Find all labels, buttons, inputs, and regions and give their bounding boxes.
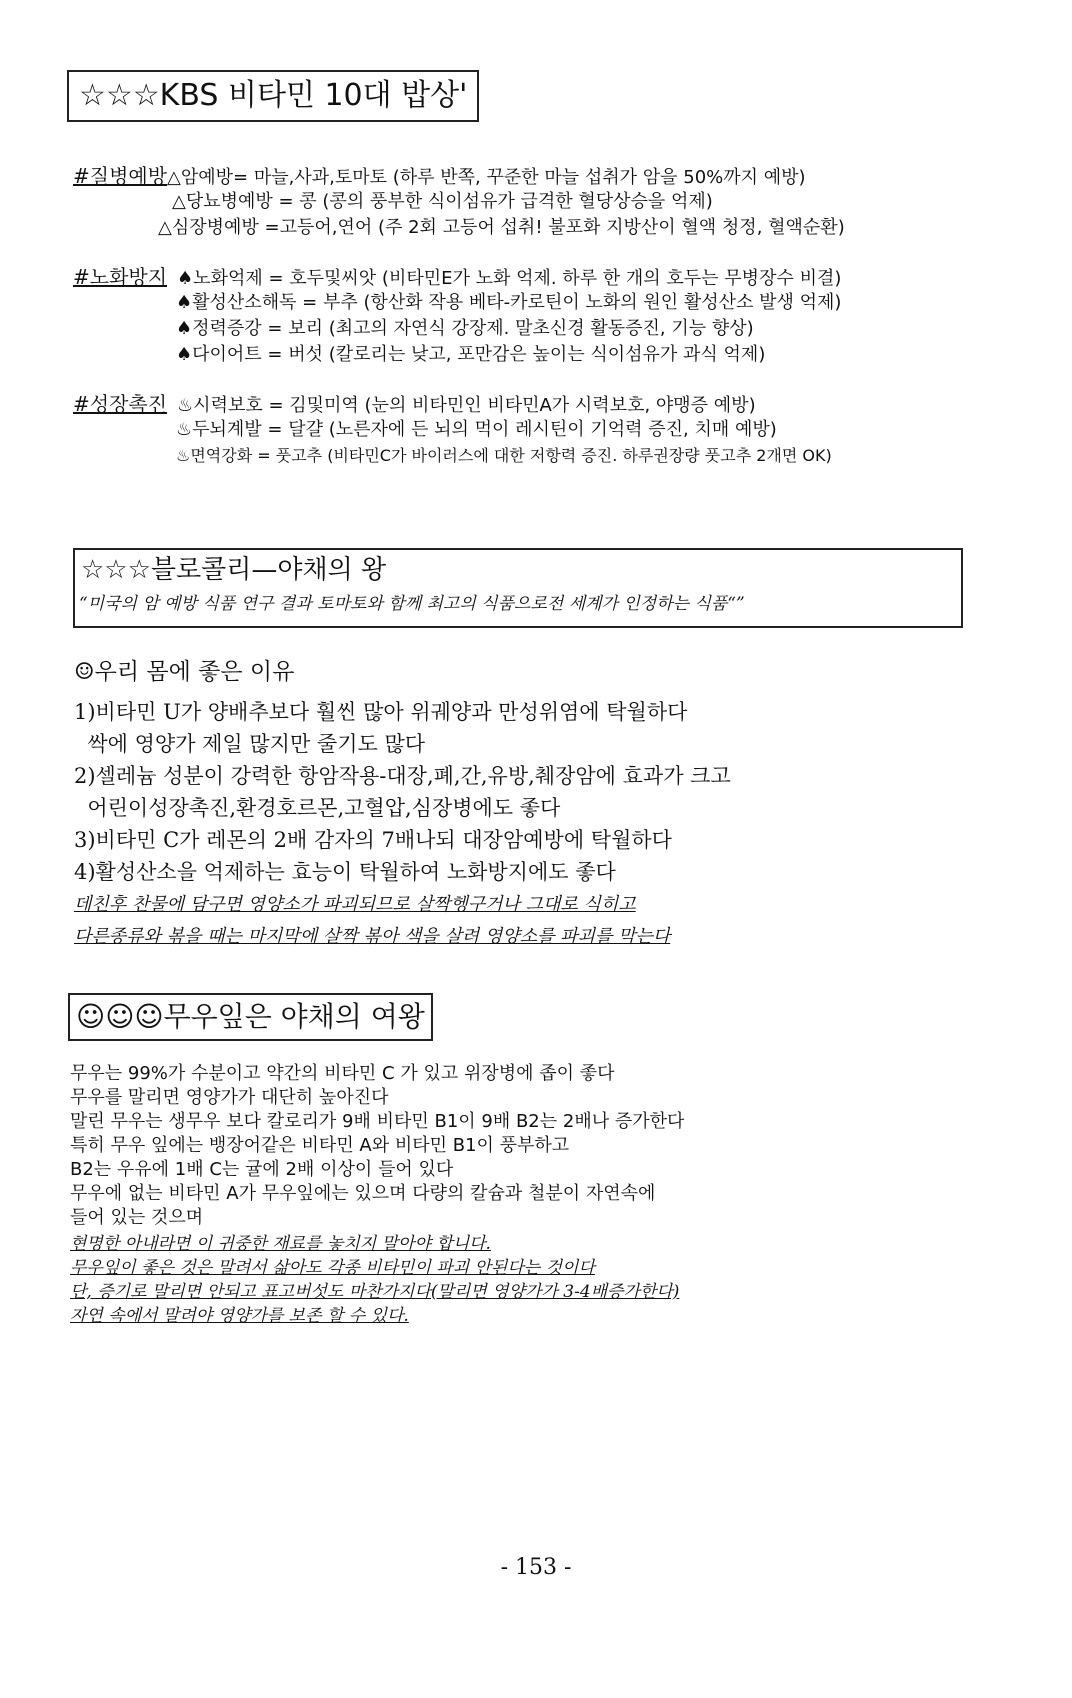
reason-line-3: 2)셀레늄 성분이 강력한 항암작용-대장,폐,간,유방,췌장암에 효과가 크고 xyxy=(74,764,731,788)
aging-line-3: ♠정력증강 = 보리 (최고의 자연식 강장제. 말초신경 활동증진, 기능 향상) xyxy=(176,318,754,339)
radish-line-4: 특히 무우 잎에는 뱅장어같은 비타민 A와 비타민 B1이 풍부하고 xyxy=(70,1135,570,1156)
broccoli-title: ☆☆☆블로콜리—야채의 왕 xyxy=(81,555,387,585)
disease-line-2: △당뇨병예방 = 콩 (콩의 풍부한 식이섬유가 급격한 혈당상승을 억제) xyxy=(172,191,713,212)
reason-line-1: 1)비타민 U가 양배추보다 훨씬 많아 위궤양과 만성위염에 탁월하다 xyxy=(74,700,688,724)
radish-line-3: 말린 무우는 생무우 보다 칼로리가 9배 비타민 B1이 9배 B2는 2배나 증가한다 xyxy=(70,1111,685,1132)
radish-note-3: 단, 증기로 말리면 안되고 표고버섯도 마찬가지다(말리면 영양가가 3-4배증가한다) xyxy=(70,1282,680,1302)
section1-title: ☆☆☆KBS 비타민 10대 밥상' xyxy=(67,70,479,122)
growth-line-2: ♨두뇌계발 = 달걀 (노른자에 든 뇌의 먹이 레시틴이 기억력 증진, 치매 예방) xyxy=(176,419,777,440)
reason-line-6: 4)활성산소을 억제하는 효능이 탁월하여 노화방지에도 좋다 xyxy=(74,860,616,884)
page-number: - 153 - xyxy=(500,1555,572,1580)
radish-line-7: 들어 있는 것으며 xyxy=(70,1207,204,1228)
radish-line-2: 무우를 말리면 영양가가 대단히 높아진다 xyxy=(70,1087,389,1108)
radish-note-2: 무우잎이 좋은 것은 말려서 삶아도 각종 비타민이 파괴 안된다는 것이다 xyxy=(70,1258,595,1278)
broccoli-note-1: 데친후 찬물에 담구면 영양소가 파괴되므로 살짝헹구거나 그대로 식히고 xyxy=(74,894,636,915)
disease-line-3: △심장병예방 =고등어,연어 (주 2회 고등어 섭취! 불포화 지방산이 혈액 청정, 혈액순환) xyxy=(158,217,845,238)
reason-line-2: 싹에 영양가 제일 많지만 줄기도 많다 xyxy=(74,732,426,756)
growth-label: #성장촉진 ♨시력보호 = 김및미역 (눈의 비타민인 비타민A가 시력보호, 야맹증 예방) xyxy=(73,392,756,416)
reason-line-5: 3)비타민 C가 레몬의 2배 감자의 7배나되 대장암예방에 탁월하다 xyxy=(74,828,672,852)
aging-line-2: ♠활성산소해독 = 부추 (항산화 작용 베타-카로틴이 노화의 원인 활성산소 발생 억제) xyxy=(176,292,842,313)
growth-line-1: ♨시력보호 = 김및미역 (눈의 비타민인 비타민A가 시력보호, 야맹증 예방) xyxy=(177,395,756,416)
radish-line-5: B2는 우유에 1배 C는 귤에 2배 이상이 들어 있다 xyxy=(70,1159,454,1180)
radish-title: ☺☺☺무우잎은 야채의 여왕 xyxy=(68,993,433,1041)
broccoli-note-2: 다른종류와 볶을 때는 마지막에 살짝 볶아 색을 살려 영양소를 파괴를 막는다 xyxy=(74,926,671,947)
radish-note-1: 현명한 아내라면 이 귀중한 재료를 놓치지 말아야 합니다. xyxy=(70,1234,491,1254)
radish-note-4: 자연 속에서 말려야 영양가를 보존 할 수 있다. xyxy=(70,1306,409,1326)
radish-line-1: 무우는 99%가 수분이고 약간의 비타민 C 가 있고 위장병에 좁이 좋다 xyxy=(70,1063,615,1084)
reasons-heading: ☺우리 몸에 좋은 이유 xyxy=(74,659,295,685)
aging-label: #노화방지 ♠노화억제 = 호두및씨앗 (비타민E가 노화 억제. 하루 한 개의 호두는 무병장수 비결) xyxy=(73,265,842,289)
aging-line-1: ♠노화억제 = 호두및씨앗 (비타민E가 노화 억제. 하루 한 개의 호두는 무병장수 비결) xyxy=(177,268,842,289)
disease-label: #질병예방△암예방= 마늘,사과,토마토 (하루 반쪽, 꾸준한 마늘 섭취가 암을 50%까지 예방) xyxy=(73,164,806,188)
radish-line-6: 무우에 없는 비타민 A가 무우잎에는 있으며 다량의 칼슘과 철분이 자연속에 xyxy=(70,1183,656,1204)
reason-line-4: 어린이성장촉진,환경호르몬,고혈압,심장병에도 좋다 xyxy=(74,796,561,820)
growth-line-3: ♨면역강화 = 풋고추 (비타민C가 바이러스에 대한 저항력 증진. 하루권장량 풋고추 2개면 OK) xyxy=(176,446,832,465)
broccoli-subtitle: “미국의 암 예방 식품 연구 결과 토마토와 함께 최고의 식품으로전 세계가 인정하는 식품“” xyxy=(79,594,745,614)
broccoli-box xyxy=(73,548,963,628)
aging-line-4: ♠다이어트 = 버섯 (칼로리는 낮고, 포만감은 높이는 식이섬유가 과식 억제) xyxy=(176,344,766,365)
disease-line-1: △암예방= 마늘,사과,토마토 (하루 반쪽, 꾸준한 마늘 섭취가 암을 50%까지 예방) xyxy=(167,167,806,188)
